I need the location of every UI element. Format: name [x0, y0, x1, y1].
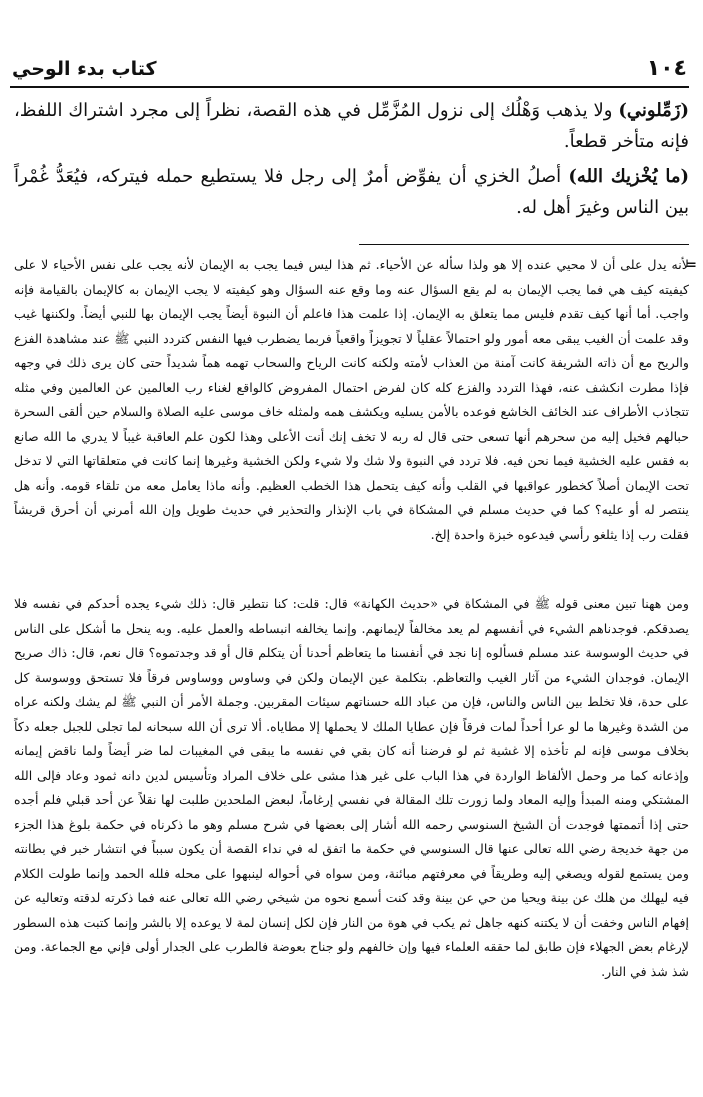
page-number: ١٠٤	[646, 56, 687, 81]
main-paragraph	[14, 95, 689, 157]
main-paragraph	[14, 161, 689, 223]
footnote-paragraph: لأنه يدل على أن لا محيي عنده إلا هو ولذا سأله عن الأحياء. ثم هذا ليس فيما يجب به الإيمان لأنه يجب على نفس الأحياء لا على كيفيته كيف هي فما يجب الإيمان به لم يقع السؤال عنه وما وقع عنه السؤال وهو كيفيته لا يجب الإيمان به كالإيمان بالقيامة فإنه واجب. أما أنها كيف تقدم فليس مما يتعلق به الإيمان. إذا علمت هذا فاعلم أن النبوة أيضاً يجب الإيمان بها للنبي أيضاً. ولكننها غيب وقد علمت أن الغيب يبقى معه أمور ولو احتمالاً عقلياً لا تجويزاً واقعياً فربما يضطرب فيها النفس كتردد النبي ﷺ عند مشاهدة الفزع والريح مع أن ذاته الشريفة كانت آمنة من العذاب لأمته ولكنه كانت الرياح والسحاب تهمه هماً شديداً حتى كان يرى ذلك في وجهه فإذا مطرت انكشف عنه، فهذا التردد والفزع كله كان لفرض احتمال المفروض كالواقع لغناء رب العالمين عن العالمين وفي مثله تتجاذب الأطراف عند الخائف الخاشع فوعده بالأمن يسليه ويكشف همه ولمثله خاف موسى عليه الصلاة والسلام حين ألقى السحرة حبالهم فخيل إليه من سحرهم أنها تسعى حتى قال له ربه لا تخف إنك أنت الأعلى وهذا لكون علم العاقبة غيباً لا يدري ما الله صانع به فقس عليه الخشية فيما نحن فيه. فلا تردد في النبوة ولا شك ولا شيء ولكن الخشية وغيرها إنما كانت في متعلقاتها التي لا تدخل تحت الإيمان أصلاً كخطور عواقبها في القلب وأنه كيف يتحمل هذا الخطب العظيم. وأنه ماذا يعامل معه من تلقاء قومه. وأنه هل ينتصر له أو عليه؟ كما في حديث مسلم في المشكاة في باب الإنذار والتحذير في حديث طويل وإن الله أمرني أن أحرق قريشاً فقلت رب إذا يثلغو رأسي فيدعوه خبزة واحدة إلخ.	[14, 257, 689, 542]
footnote-continuation-mark: =	[685, 257, 697, 273]
footnote-block	[14, 592, 689, 984]
page-header	[10, 52, 689, 88]
footnote-block	[14, 253, 697, 547]
lemma-commentary: ولا يذهب وَهْلُك إلى نزول المُزَّمِّل في هذه القصة، نظراً إلى مجرد اشتراك اللفظ، فإنه متأخر قطعاً.	[14, 100, 689, 152]
main-text	[14, 95, 689, 227]
running-title: كتاب بدء الوحي	[12, 58, 157, 80]
lemma-term: (زَمِّلوني)	[618, 100, 689, 121]
footnote-paragraph: ومن ههنا تبين معنى قوله ﷺ في المشكاة في «حديث الكهانة» قال: قلت: كنا نتطير قال: ذلك شيء يجده أحدكم في نفسه فلا يصدقكم. فوجدناهم الشيء في أنفسهم لم يعد مخالفاً لإيمانهم. وإنما يخالفه انبساطه والعمل عليه. وبه ينحل ما أشكل على الناس في حديث الوسوسة عند مسلم فسألوه إنا نجد في أنفسنا ما يتعاظم أحدنا أن يتكلم قال أو قد وجدتموه؟ قال نعم، قال: ذاك صريح الإيمان. فوجدان الشيء من آثار الغيب والتعاظم. بتكلمة عين الإيمان ولكن في وساوس ووساوس فرقاً فلا تستحق ووسوسة كل على حدة، فلا تخلط بين الناس والناس، فإن من عباد الله حسناتهم سيئات المقربين. وجملة الأمر أن النبي ﷺ لم يشك ولكنه عراه من الشدة وغيرها ما لو عرا أحداً لمات فرقاً فإن عطايا الملك لا يحملها إلا مطاياه. ألا ترى أن الله سبحانه لما تجلى للجبل جعله دكاً بخلاف موسى فإنه لم تأخذه إلا غشية ثم لو فرضنا أنه كان بقي في نفسه ما يبقى في المغيبات لما ضر أيضاً ولما ناقض إيمانه وإذعانه كما مر وحمل الألفاظ الواردة في هذا الباب على غير هذا مشى على خلاف المراد وتأسيس لدين دانه ثمود وعاد فإلى الله المشتكي ومنه المبدأ وإليه المعاد ولما زورت تلك المقالة في نفسي إرغاماً، لبعض الملحدين طلبت لها نقلاً عن أحد قبلي فلم أجده حتى إذا أتممتها فوجدت أن الشيخ السنوسي رحمه الله أشار إلى بعضها في شرح مسلم وهو ما ذكرناه في حكمة بلوغ هذا الجزء من جهة خديجة رضي الله تعالى عنها قال السنوسي في حكمة ما اتفق له في نداء القصة أن يكون سبباً في انتشار خبر في بطانته ومن يستمع لقوله ويصغي إليه وطريقاً في معرفتهم مبائنة، ومن سواه في أحواله لينبهوا على محله فلله الحمد وإنما طولت الكلام فيه ليهلك من هلك عن بينة ويحيا من حي عن بينة وقد كنت أسمع نحوه من شيخي رضي الله تعالى عنه فما ذكرته لدقته وتعاليه عن إفهام الناس وخفت أن لا يكتنه كنهه جاهل ثم يكب في هوة من النار فإن لكل إنسان لمة لا يوعده إلا بالشر وإنما كتبت هذه السطور لإرغام بعض الجهلاء فإن طابق لما حققه العلماء فيها وإن خالفهم ولو جناح بعوضة فالطرب على الجدار أولى فإني مع الجماعة. ومن شذ شذ في النار.	[14, 596, 690, 979]
lemma-commentary: أصلُ الخزي أن يفوِّض أمرٌ إلى رجل فلا يستطيع حمله فيتركه، فيُعَدُّ غُمْراً بين الناس وغيرَ أهل له.	[14, 166, 689, 218]
footnote-separator	[359, 244, 689, 245]
lemma-term: (ما يُخْزيك الله)	[568, 166, 690, 187]
